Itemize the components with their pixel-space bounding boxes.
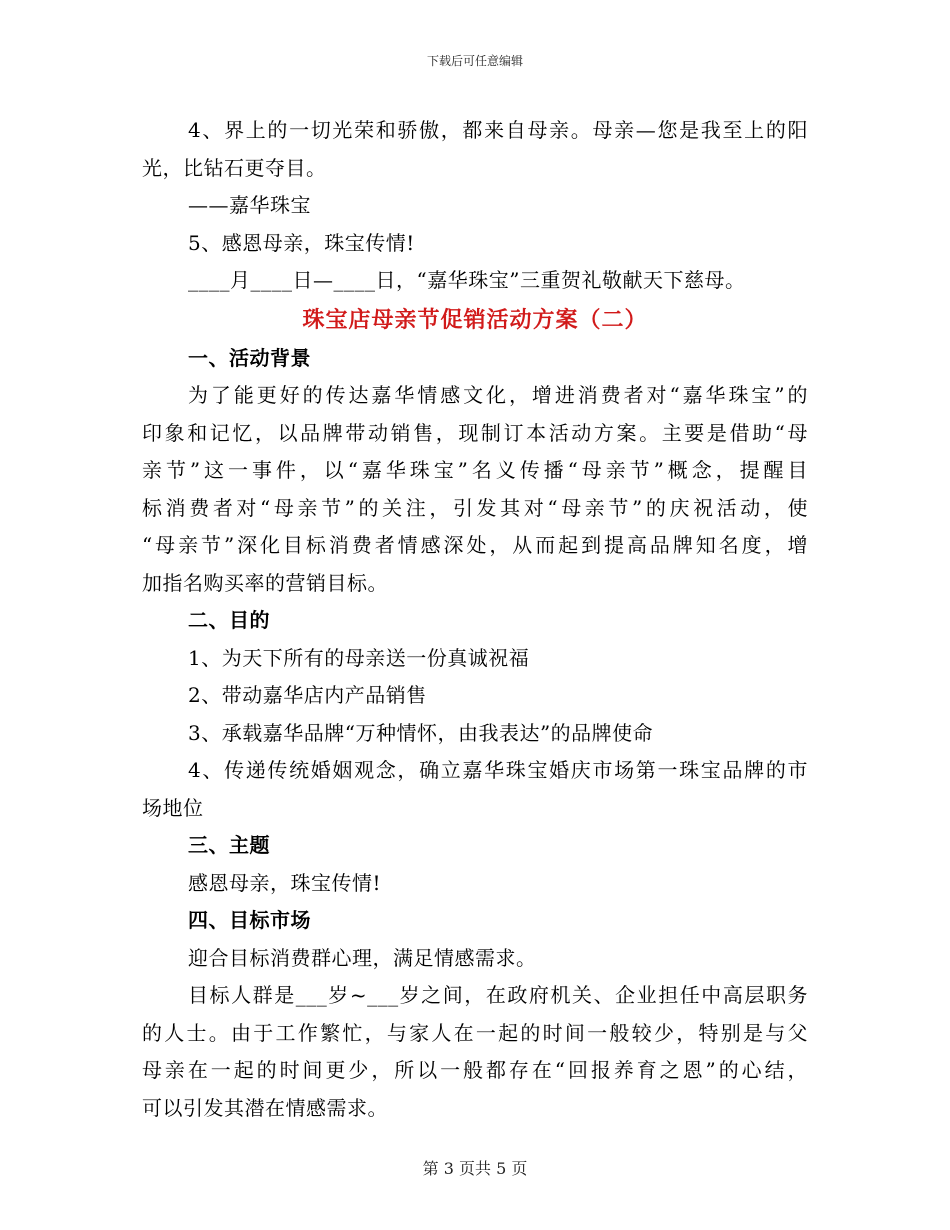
section-title: 珠宝店母亲节促销活动方案（二） — [302, 306, 648, 333]
list-item: 1、为天下所有的母亲送一份真诚祝福 — [188, 645, 530, 670]
list-item: 2、带动嘉华店内产品销售 — [188, 683, 427, 707]
paragraph-line: “母亲节”深化目标消费者情感深处，从而起到提高品牌知名度，增 — [142, 533, 808, 557]
paragraph-line: ____月____日—____日，“嘉华珠宝”三重贺礼敬献天下慈母。 — [188, 268, 746, 292]
paragraph-line: 4、界上的一切光荣和骄傲，都来自母亲。母亲—您是我至上的阳 — [188, 118, 808, 142]
list-item: 4、传递传统婚姻观念，确立嘉华珠宝婚庆市场第一珠宝品牌的市 — [188, 758, 808, 782]
paragraph-line: 母亲在一起的时间更少，所以一般都存在“回报养育之恩”的心结， — [142, 1058, 808, 1082]
heading-background: 一、活动背景 — [188, 345, 311, 370]
document-body — [142, 112, 808, 1127]
paragraph-line: 场地位 — [142, 795, 204, 820]
paragraph-line: ——嘉华珠宝 — [188, 193, 311, 217]
heading-theme: 三、主题 — [188, 833, 270, 857]
page-footer: 第 3 页共 5 页 — [422, 1159, 528, 1178]
paragraph-line: 印象和记忆，以品牌带动销售，现制订本活动方案。主要是借助“母 — [142, 420, 808, 445]
paragraph-line: 光，比钻石更夺目。 — [142, 155, 327, 180]
paragraph-line: 5、感恩母亲，珠宝传情! — [188, 230, 415, 255]
list-item: 3、承载嘉华品牌“万种情怀，由我表达”的品牌使命 — [188, 720, 654, 745]
paragraph-line: 可以引发其潜在情感需求。 — [142, 1095, 388, 1120]
paragraph-line: 目标人群是___岁~___岁之间，在政府机关、企业担任中高层职务 — [188, 983, 808, 1007]
paragraph-line: 亲节”这一事件，以“嘉华珠宝”名义传播“母亲节”概念，提醒目 — [142, 458, 808, 482]
paragraph-line: 加指名购买率的营销目标。 — [142, 570, 388, 595]
paragraph-line: 感恩母亲，珠宝传情! — [188, 870, 382, 895]
paragraph-line: 为了能更好的传达嘉华情感文化，增进消费者对“嘉华珠宝”的 — [188, 383, 808, 407]
page-header: 下载后可任意编辑 — [426, 54, 523, 68]
heading-target-market: 四、目标市场 — [188, 908, 311, 932]
paragraph-line: 迎合目标消费群心理，满足情感需求。 — [188, 945, 537, 970]
paragraph-line: 标消费者对“母亲节”的关注，引发其对“母亲节”的庆祝活动，使 — [142, 495, 808, 520]
paragraph-line: 的人士。由于工作繁忙，与家人在一起的时间一般较少，特别是与父 — [142, 1020, 808, 1045]
heading-purpose: 二、目的 — [188, 608, 270, 632]
